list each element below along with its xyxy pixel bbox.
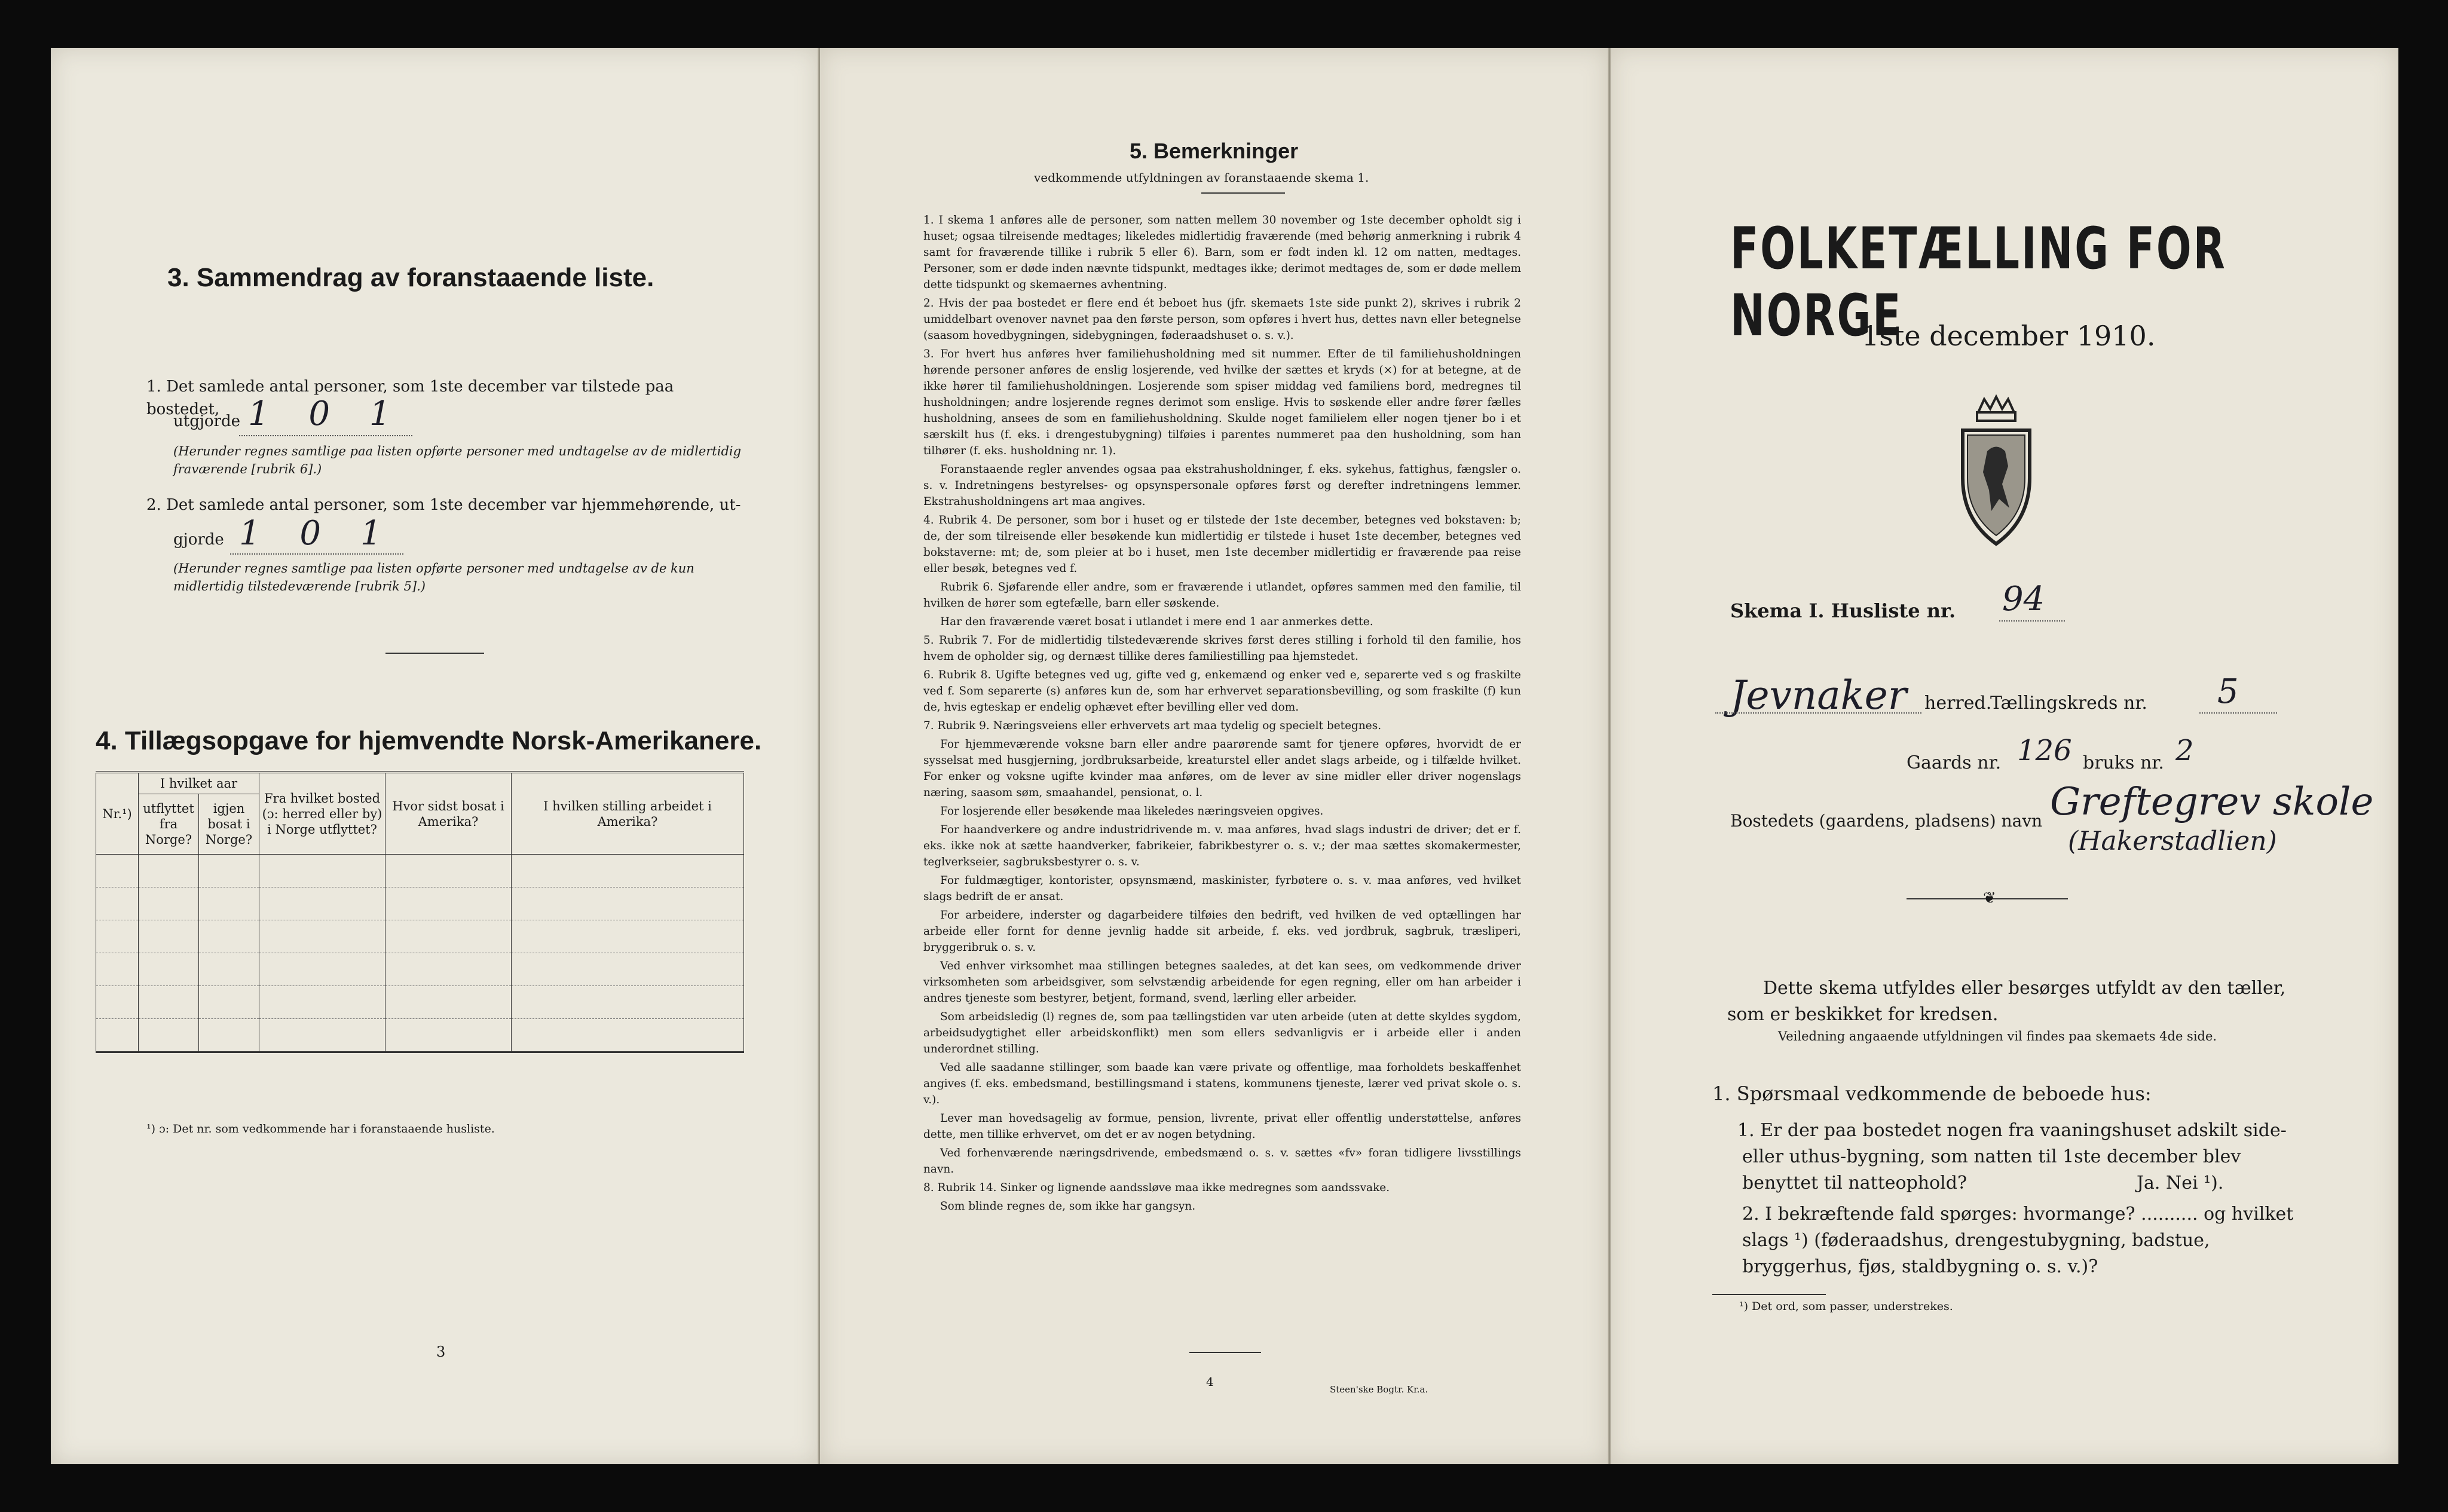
table-row [96,855,744,887]
col-stilling: I hvilken stilling arbeidet i Amerika? [512,772,744,855]
gaards-label: Gaards nr. [1907,752,2002,773]
col-fra-bosted: Fra hvilket bosted (ɔ: herred eller by) i Norge utflyttet? [259,772,385,855]
item2-text: 2. Det samlede antal personer, som 1ste december var hjemmehørende, ut- [146,496,741,514]
item1-text: 1. Det samlede antal personer, som 1ste december var tilstede paa bostedet, [146,378,674,418]
note-7h: Som arbeidsledig (l) regnes de, som paa tællingstiden var uten arbeide (uten at dette skyldes sygdom, arbeidsudygtighet eller arbeidskonflikt) men som ellers sedvanligvis er i arbeide eller i anden underordnet stilling. [923,1011,1521,1055]
gaards-value[interactable]: 126 [2017,734,2072,767]
question-2: 2. I bekræftende fald spørges: hvormange? .......... og hvilket slags ¹) (føderaadshus, drengestubygning, badstue, bryggerhus, fjøs, staldbygning o. s. v.)? [1742,1204,2294,1277]
note-5: 5. Rubrik 7. For de midlertidig tilstedeværende skrives først deres stilling i forhold til den familie, hos hvem de opholder sig, og dernæst tillike deres familiestilling paa hjemstedet. [923,634,1521,663]
note-3b: Foranstaaende regler anvendes ogsaa paa ekstrahusholdninger, f. eks. sykehus, fattighus, fængsler o. s. v. Indretningens bestyrelses- og opsynspersonale opføres først og derefter indretningens lemmer. Ekstrahusholdningens art maa angives. [923,463,1521,508]
bemerkninger-title: 5. Bemerkninger [1130,139,1299,163]
bosted-value[interactable]: Greftegrev skole [2050,780,2374,824]
question-1: 1. Er der paa bostedet nogen fra vaaningshuset adskilt side- eller uthus-bygning, som natten til 1ste december blev benyttet til natteophold? [1737,1120,2287,1193]
item2-label: gjorde [173,531,224,549]
note-7f: For arbeidere, inderster og dagarbeidere tilføies den bedrift, ved hvilken de ved optællingen har arbeide eller fornt for denne jevnlig hadde sit arbeide, f. eks. ved jordbruk, sagbruk, træsliperi, bryggeribruk o. s. v. [923,909,1521,954]
bruks-label: bruks nr. [2083,752,2164,773]
item2-note: (Herunder regnes samtlige paa listen opførte personer med undtagelse av de kun midlertidig tilstedeværende [rubrik 5].) [173,561,694,593]
col-nr: Nr.¹) [96,772,139,855]
question-1-answer[interactable]: Ja. Nei ¹). [2137,1173,2224,1193]
bemerkninger-subtitle: vedkommende utfyldningen av foranstaaende skema 1. [1034,170,1369,185]
table-row [96,887,744,920]
col-hvor-bosat: Hvor sidst bosat i Amerika? [385,772,512,855]
note-7k: Ved forhenværende næringsdrivende, embedsmænd o. s. v. sættes «fv» foran tidligere livsstillings navn. [923,1147,1521,1176]
right-footnote: ¹) Det ord, som passer, understrekes. [1739,1300,1953,1313]
item1-label: utgjorde [173,412,241,430]
note-7i: Ved alle saadanne stillinger, som baade kan være private og offentlige, maa forholdets beskaffenhet angives (f. eks. embedsmand, bestillingsmand i statens, kommunens tjeneste, lærer ved privat skole o. s. v.). [923,1061,1521,1106]
bemerkninger-body [923,212,1521,1217]
printer-credit: Steen'ske Bogtr. Kr.a. [1330,1384,1428,1395]
kreds-line [2199,712,2277,714]
note-3: 3. For hvert hus anføres hver familiehusholdning med sit nummer. Efter de til familiehusholdningen hørende personer anføres de enslig losjerende, ved hvilke der sættes et kryds (×) for at betegne, at de ikke hører til familiehusholdningen. Losjerende som spiser middag ved familiens bord, medregnes til husholdningen; andre losjerende regnes derimot som enslige. Hvis to søskende eller andre fører fælles husholdning, ansees de som en familiehusholdning. Skulde noget familielem eller nogen tjener bo i et særskilt hus (f. eks. i drengestubygning) tilføies i parentes nummeret paa den husholdning, som han tilhører (f. eks. husholdning nr. 1). [923,348,1521,457]
note-8: 8. Rubrik 14. Sinker og lignende aandssløve maa ikke medregnes som aandssvake. [923,1182,1390,1194]
instruction-guide: Veiledning angaaende utfyldningen vil findes paa skemaets 4de side. [1778,1029,2217,1043]
section4-title: 4. Tillægsopgave for hjemvendte Norsk-Amerikanere. [96,726,762,755]
col-igjen: igjen bosat i Norge? [199,794,259,855]
kreds-value[interactable]: 5 [2217,672,2239,711]
herred-label: herred. [1924,693,1992,714]
title-rule [1201,192,1285,194]
note-4b: Rubrik 6. Sjøfarende eller andre, som er fraværende i utlandet, opføres sammen med den familie, til hvilken de hører som egtefælle, barn eller søskende. [923,581,1521,610]
note-7g: Ved enhver virksomhet maa stillingen betegnes saaledes, at det kan sees, om vedkommende driver virksomheten som arbeidsgiver, som selvstændig arbeidende for egen regning, eller om han arbeider i andres tjeneste som bestyrer, betjent, formand, svend, lærling eller arbeider. [923,960,1521,1005]
skema-label: Skema I. Husliste nr. [1730,599,1956,622]
note-4c: Har den fraværende været bosat i utlandet i mere end 1 aar anmerkes dette. [940,616,1373,628]
page-left [51,48,819,1464]
note-6: 6. Rubrik 8. Ugifte betegnes ved ug, gifte ved g, enkemænd og enker ved e, separerte ved s og fraskilte ved f. Som separerte (s) anføres kun de, som har erhvervet separationsbevilling, og som fraskilte (f) kun de, hvis egteskap er endelig ophævet efter bevilling eller ved dom. [923,669,1521,714]
table-row [96,986,744,1019]
coat-of-arms-icon [1954,394,2038,552]
herred-line [1715,712,1921,714]
kreds-label: Tællingskreds nr. [1990,693,2147,714]
note-1: 1. I skema 1 anføres alle de personer, som natten mellem 30 november og 1ste december opholdt sig i huset; ogsaa tilreisende medtages; likeledes midlertidig fraværende (med behørig anmerkning i rubrik 4 samt for fraværende tillike i rubrik 5 eller 6). Barn, som er født inden kl. 12 om natten, medtages. Personer, som er døde inden nævnte tidspunkt, medtages ikke; derimot medtages de, som er døde mellem dette tidspunkt og skemaernes avhentning. [923,214,1521,291]
question-header: 1. Spørsmaal vedkommende de beboede hus: [1712,1082,2152,1105]
note-7b: For hjemmeværende voksne barn eller andre paarørende samt for tjenere opføres, hvorvidt de er sysselsat med husgjerning, jordbruksarbeide, kreaturstel eller andet slags arbeide, og i tilfælde hvilket. For enker og voksne ugifte kvinder maa anføres, om de lever av sine midler eller driver nogenslags næring, saasom søm, smaahandel, pensionat, o. l. [923,738,1521,799]
folketaelling-title: FOLKETÆLLING FOR NORGE [1730,215,2227,349]
table-row [96,920,744,953]
col-group-year: I hvilket aar [139,772,259,794]
section3-title: 3. Sammendrag av foranstaaende liste. [167,263,654,292]
footnote-rule [1712,1294,1826,1295]
item1-note: (Herunder regnes samtlige paa listen opførte personer med undtagelse av de midlertidig fraværende [rubrik 6].) [173,444,742,476]
note-7: 7. Rubrik 9. Næringsveiens eller erhvervets art maa tydelig og specielt betegnes. [923,720,1382,732]
left-page-number: 3 [436,1343,446,1360]
bruks-value[interactable]: 2 [2175,734,2194,767]
left-footnote: ¹) ɔ: Det nr. som vedkommende har i foranstaaende husliste. [146,1122,495,1135]
item1-value-line [239,435,412,436]
item1-value[interactable]: 1 0 1 [248,394,405,433]
note-8b: Som blinde regnes de, som ikke har gangsyn. [940,1200,1196,1213]
bottom-rule [1189,1352,1261,1353]
note-7c: For losjerende eller besøkende maa likeledes næringsveien opgives. [940,805,1324,818]
ornament-icon: ❦ [1983,889,1996,907]
item2-value[interactable]: 1 0 1 [239,514,396,553]
herred-value[interactable]: Jevnaker [1730,672,1907,718]
instruction-text: Dette skema utfyldes eller besørges utfyldt av den tæller, som er beskikket for kredsen. [1727,978,2286,1025]
census-date: 1ste december 1910. [1862,320,2156,352]
note-7e: For fuldmægtiger, kontorister, opsynsmænd, maskinister, fyrbøtere o. s. v. maa anføres, ved hvilket slags bedrift de er ansat. [923,874,1521,903]
bosted-label: Bostedets (gaardens, pladsens) navn [1730,811,2043,831]
divider-rule [385,653,484,654]
note-4: 4. Rubrik 4. De personer, som bor i huset og er tilstede der 1ste december, betegnes ved bokstaven: b; de, der som tilreisende eller besøkende kun midlertidig er tilstede i huset 1ste december, betegnes ved bokstaverne: mt; de, som pleier at bo i huset, men 1ste december midlertidig er fraværende paa reise eller besøk, betegnes ved f. [923,514,1521,575]
note-7d: For haandverkere og andre industridrivende m. v. maa anføres, hvad slags industri de driver; det er f. eks. ikke nok at sætte haandverker, fabrikeier, fabrikbestyrer o. s. v.; der maa sættes skomakermester, teglverkseier, sagbruksbestyrer o. s. v. [923,824,1521,868]
bosted-value-2[interactable]: (Hakerstadlien) [2068,826,2277,856]
note-2: 2. Hvis der paa bostedet er flere end ét beboet hus (jfr. skemaets 1ste side punkt 2), skrives i rubrik 2 umiddelbart ovenover navnet paa den første person, som opføres i hvert hus, dettes navn eller betegnelse (saasom hovedbygningen, sidebygningen, føderaadshuset o. s. v.). [923,297,1521,342]
item2-value-line [230,553,403,555]
husliste-nr[interactable]: 94 [2002,580,2045,619]
middle-page-number: 4 [1206,1375,1214,1389]
note-7j: Lever man hovedsagelig av formue, pension, livrente, privat eller offentlig understøttelse, anføres dette, men tillike erhvervet, om det er av nogen betydning. [923,1112,1521,1141]
col-utflyttet: utflyttet fra Norge? [139,794,199,855]
husliste-line [1999,620,2065,622]
table-row [96,953,744,986]
table-row [96,1019,744,1052]
norsk-amerikanere-table [96,771,744,1053]
